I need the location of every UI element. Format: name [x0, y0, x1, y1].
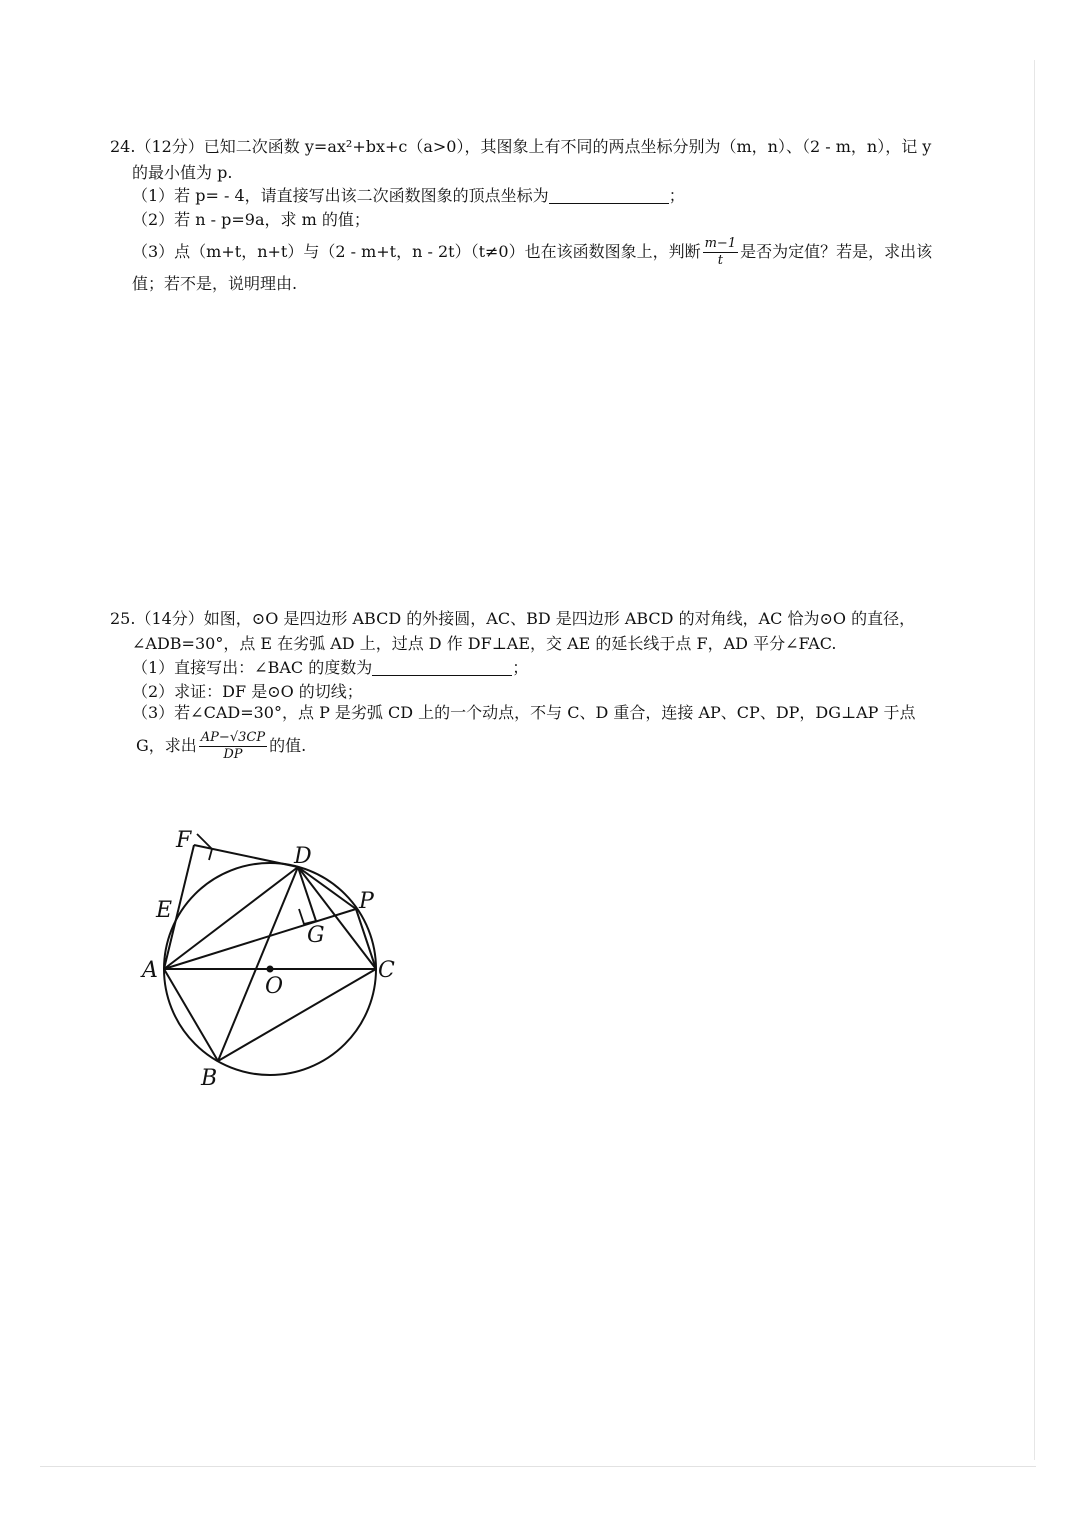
q25-part-3-text-b: 的值. — [269, 736, 307, 755]
center-point-o — [267, 966, 274, 973]
q25-part-3: （3）若∠CAD=30°，点 P 是劣弧 CD 上的一个动点，不与 C、D 重合，连接 AP、CP、DP，DG⊥AP 于点 — [132, 703, 916, 722]
q25-answer-blank[interactable] — [372, 659, 512, 676]
q25-part-3-line-2 — [136, 730, 306, 763]
q24-part-3-text-b: 是否为定值？若是，求出该 — [740, 242, 933, 261]
q25-fraction-denominator: DP — [223, 747, 243, 762]
label-b: B — [201, 1066, 218, 1091]
q25-stem-line-2: ∠ADB=30°，点 E 在劣弧 AD 上，过点 D 作 DF⊥AE，交 AE 的延长线于点 F，AD 平分∠FAC. — [132, 634, 837, 653]
q25-part-1-text: （1）直接写出：∠BAC 的度数为 — [132, 658, 373, 677]
label-p: P — [359, 889, 374, 914]
label-g: G — [307, 923, 325, 948]
label-e: E — [156, 898, 173, 923]
q24-part-1-end: ； — [668, 186, 685, 205]
circle-geometry-figure — [130, 820, 420, 1100]
q25-fraction-numerator: AP−√3CP — [200, 730, 266, 745]
q24-part-3-text-a: （3）点（m+t，n+t）与（2 - m+t，n - 2t）（t≠0）也在该函数图象上，判断 — [132, 242, 701, 261]
q24-part-3-line-2: 值；若不是，说明理由. — [132, 274, 298, 293]
label-d: D — [294, 844, 312, 869]
segment-cp — [356, 909, 376, 969]
q25-stem-line-1: 25.（14分）如图，⊙O 是四边形 ABCD 的外接圆，AC、BD 是四边形 ABCD 的对角线，AC 恰为⊙O 的直径， — [110, 609, 916, 628]
q25-part-2: （2）求证：DF 是⊙O 的切线； — [132, 682, 363, 701]
q24-fraction-denominator: t — [717, 253, 723, 268]
q25-part-1 — [132, 657, 528, 679]
page-edge-right — [1034, 60, 1035, 1460]
q24-fraction — [703, 236, 739, 269]
q24-stem-line-2: 的最小值为 p. — [132, 163, 233, 182]
segment-dc — [298, 867, 376, 969]
q24-part-2: （2）若 n - p=9a，求 m 的值； — [132, 210, 370, 229]
q24-part-1-text: （1）若 p= - 4，请直接写出该二次函数图象的顶点坐标为 — [132, 186, 549, 205]
segment-ab — [164, 969, 218, 1061]
segment-bc — [218, 969, 376, 1061]
q24-answer-blank[interactable] — [549, 187, 669, 204]
q25-fraction — [199, 730, 267, 763]
label-c: C — [378, 958, 395, 983]
q24-fraction-numerator: m−1 — [704, 236, 737, 251]
q24-stem-line-1: 24.（12分）已知二次函数 y=ax²+bx+c（a>0），其图象上有不同的两点坐标分别为（m，n）、（2 - m，n），记 y — [110, 137, 932, 156]
q24-part-1 — [132, 185, 685, 207]
q25-part-3-text-a: G，求出 — [136, 736, 197, 755]
label-f: F — [176, 828, 192, 853]
q24-part-3 — [132, 236, 932, 269]
segment-dp — [298, 867, 356, 909]
page-edge-bottom — [40, 1466, 1036, 1467]
q25-part-1-end: ； — [512, 658, 529, 677]
segment-bd — [218, 867, 298, 1061]
label-a: A — [142, 958, 158, 983]
label-o: O — [265, 974, 284, 999]
